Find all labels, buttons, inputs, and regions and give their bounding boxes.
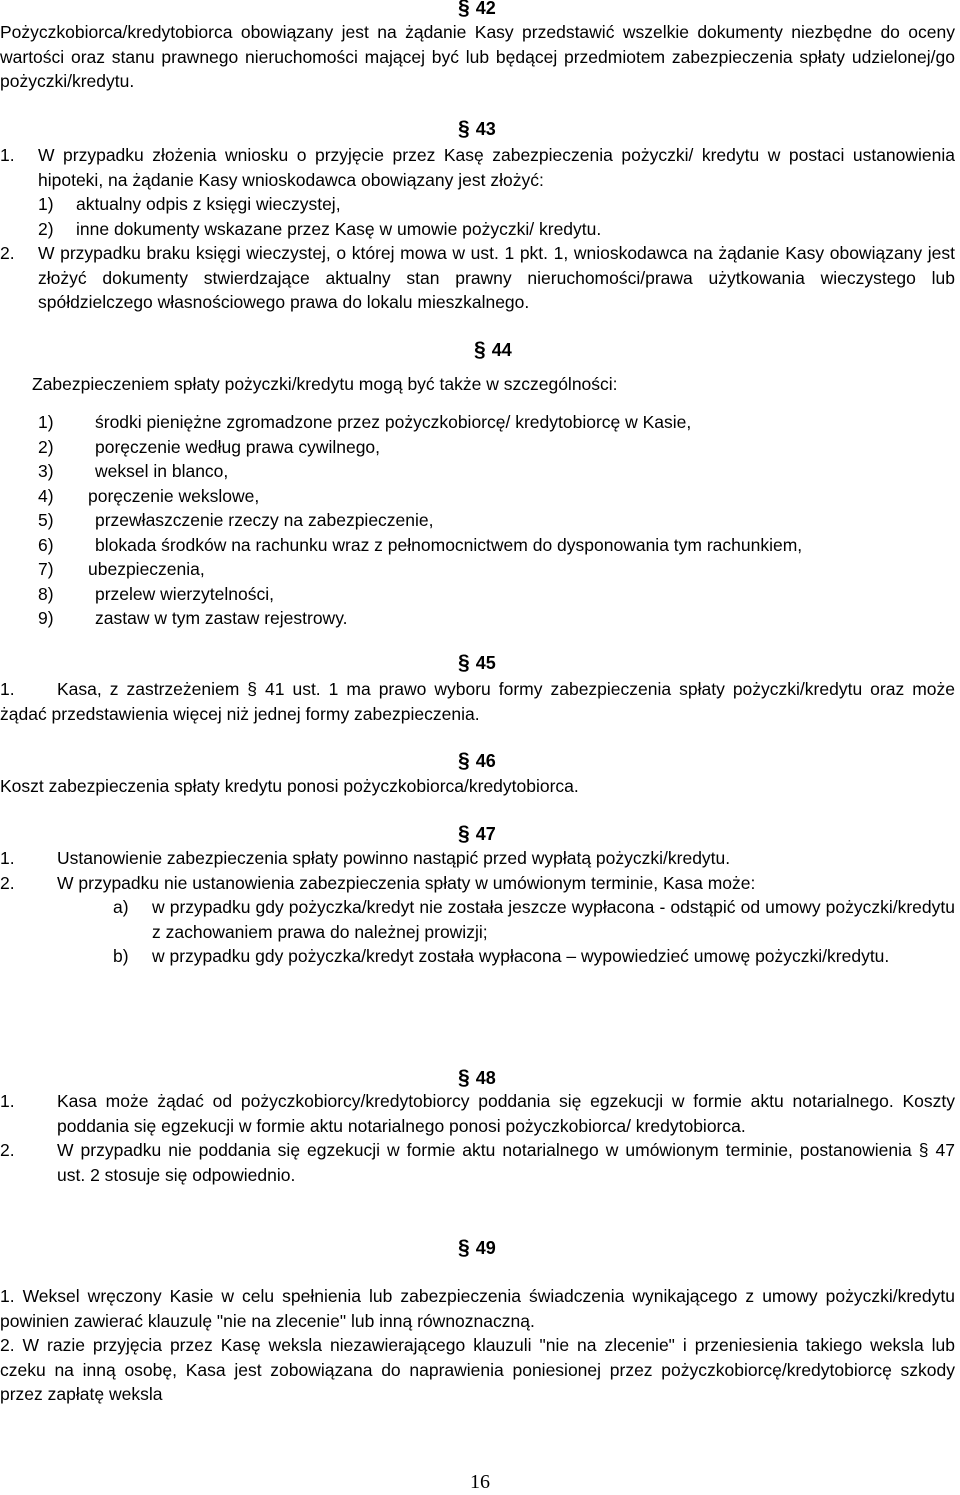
- paragraph: W przypadku złożenia wniosku o przyjęcie przez Kasę zabezpieczenia pożyczki/ kredytu w postaci ustanowienia hipoteki, na żądanie Kasy wnioskodawca obowiązany jest złożyć:: [38, 145, 955, 190]
- paragraph: Koszt zabezpieczenia spłaty kredytu ponosi pożyczkobiorca/kredytobiorca.: [0, 776, 579, 796]
- section-44-intro: [32, 372, 932, 397]
- list-item-text: środki pieniężne zgromadzone przez pożyczkobiorcę/ kredytobiorcę w Kasie,: [95, 412, 692, 432]
- list-item: [38, 557, 958, 582]
- paragraph: 1. Weksel wręczony Kasie w celu spełnienia lub zabezpieczenia świadczenia wynikającego z umowy pożyczki/kredytu powinien zawierać klauzulę "nie na zlecenie" lub inną równoznaczną.: [0, 1286, 955, 1331]
- section-symbol: §: [458, 0, 470, 19]
- paragraph: 2. W razie przyjęcia przez Kasę weksla niezawierającego klauzuli "nie na zlecenie" i przeniesienia takiego weksla lub czeku na inną osobę, Kasa jest zobowiązana do naprawienia poniesionej przez pożyczkobiorcę/kredytobiorcę szkody przez zapłatę weksla: [0, 1335, 955, 1404]
- numbered-paragraph: [0, 677, 955, 726]
- list-item-number: 1): [38, 412, 54, 432]
- list-item-text: poręczenie wekslowe,: [88, 485, 260, 506]
- section-heading-44: [474, 338, 512, 363]
- numbered-paragraph: [0, 143, 955, 192]
- list-item: [38, 508, 958, 533]
- list-item: [38, 459, 958, 484]
- list-item-number: b): [113, 946, 129, 966]
- section-number: 46: [475, 751, 496, 771]
- section-number: 48: [475, 1068, 496, 1088]
- section-symbol: §: [458, 1236, 470, 1259]
- list-item-number: 8): [38, 583, 54, 604]
- page-number: 16: [470, 1471, 490, 1493]
- section-heading-43: [458, 117, 496, 142]
- section-symbol: §: [458, 651, 470, 674]
- list-item-text: zastaw w tym zastaw rejestrowy.: [95, 608, 348, 628]
- paragraph: Ustanowienie zabezpieczenia spłaty powinno nastąpić przed wypłatą pożyczki/kredytu.: [57, 848, 731, 868]
- paragraph: Zabezpieczeniem spłaty pożyczki/kredytu mogą być także w szczególności:: [32, 374, 618, 394]
- section-number: 45: [475, 653, 496, 673]
- section-heading-49: [458, 1236, 496, 1261]
- numbered-paragraph: [0, 846, 955, 871]
- section-number: 43: [475, 119, 496, 139]
- list-item-number: 2): [38, 218, 54, 239]
- paragraph-number: 1.: [0, 848, 15, 868]
- list-item: [38, 410, 958, 435]
- paragraph-number: 2.: [0, 243, 15, 263]
- list-item-text: ubezpieczenia,: [88, 559, 205, 579]
- paragraph-number: 1.: [0, 679, 15, 699]
- list-item-text: aktualny odpis z księgi wieczystej,: [76, 194, 341, 214]
- section-heading-47: [458, 822, 496, 847]
- paragraph: Kasa może żądać od pożyczkobiorcy/kredytobiorcy poddania się egzekucji w formie aktu notarialnego. Koszty poddania się egzekucji w formie aktu notarialnego ponosi pożyczkobiorca/ kredytobiorca.: [57, 1091, 955, 1136]
- list-item-text: blokada środków na rachunku wraz z pełnomocnictwem do dysponowania tym rachunkiem,: [95, 534, 803, 555]
- list-item: [38, 192, 955, 217]
- paragraph-number: 2.: [0, 872, 15, 893]
- list-item-text: przewłaszczenie rzeczy na zabezpieczenie,: [95, 510, 434, 530]
- paragraph-number: 2.: [0, 1140, 15, 1160]
- list-item: [38, 484, 958, 509]
- list-item-text: inne dokumenty wskazane przez Kasę w umowie pożyczki/ kredytu.: [76, 218, 602, 239]
- numbered-paragraph: [0, 1089, 955, 1138]
- paragraph: W przypadku nie ustanowienia zabezpieczenia spłaty w umówionym terminie, Kasa może:: [57, 872, 756, 893]
- section-symbol: §: [458, 117, 470, 140]
- section-45-body: [0, 677, 955, 726]
- list-item: [113, 944, 955, 969]
- section-number: 42: [475, 0, 496, 18]
- list-item-number: 6): [38, 534, 54, 555]
- section-heading-45: [458, 651, 496, 676]
- list-item: [113, 895, 955, 944]
- section-number: 44: [491, 340, 512, 360]
- list-item-number: 2): [38, 436, 54, 457]
- section-heading-48: [458, 1066, 496, 1091]
- list-item-number: 7): [38, 559, 54, 579]
- section-heading-46: [458, 749, 496, 774]
- list-item-number: a): [113, 897, 129, 917]
- section-number: 49: [475, 1238, 496, 1258]
- paragraph: Pożyczkobiorca/kredytobiorca obowiązany jest na żądanie Kasy przedstawić wszelkie dokumenty niezbędne do oceny wartości oraz stanu prawnego nieruchomości mającej być lub będącej przedmiotem zabezpieczenia spłaty udzielonej/go pożyczki/kredytu.: [0, 22, 955, 91]
- list-item: [38, 217, 955, 242]
- list-item-text: w przypadku gdy pożyczka/kredyt nie została jeszcze wypłacona - odstąpić od umowy pożyczki/kredytu z zachowaniem prawa do należnej prowizji;: [152, 897, 955, 942]
- section-49-body: [0, 1284, 955, 1407]
- section-symbol: §: [458, 822, 470, 845]
- section-symbol: §: [458, 1066, 470, 1089]
- section-symbol: §: [458, 749, 470, 772]
- paragraph: W przypadku nie poddania się egzekucji w formie aktu notarialnego w umówionym terminie, postanowienia § 47 ust. 2 stosuje się odpowiednio.: [57, 1140, 955, 1185]
- section-heading-42: [458, 0, 496, 21]
- section-42-body: [0, 20, 955, 94]
- numbered-paragraph: [0, 1138, 955, 1187]
- paragraph-number: 1.: [0, 145, 15, 165]
- paragraph: W przypadku braku księgi wieczystej, o której mowa w ust. 1 pkt. 1, wnioskodawca na żądanie Kasy obowiązany jest złożyć dokumenty stwierdzające aktualny stan prawny nieruchomości/prawa użytkowania wieczystego lub spółdzielczego własnościowego prawa do lokalu mieszkalnego.: [38, 243, 955, 312]
- section-43-body: [0, 143, 955, 315]
- paragraph-number: 1.: [0, 1091, 15, 1111]
- section-44-list: [38, 410, 958, 631]
- list-item-number: 9): [38, 608, 54, 628]
- list-item-number: 4): [38, 485, 54, 506]
- list-item-text: poręczenie według prawa cywilnego,: [95, 436, 381, 457]
- section-symbol: §: [474, 338, 486, 361]
- list: [0, 895, 955, 969]
- section-48-body: [0, 1089, 955, 1187]
- list-item-number: 3): [38, 461, 54, 481]
- list-item-text: weksel in blanco,: [95, 461, 229, 481]
- list-item-text: w przypadku gdy pożyczka/kredyt została wypłacona – wypowiedzieć umowę pożyczki/kredytu.: [152, 946, 890, 966]
- section-46-body: [0, 774, 955, 799]
- list: [0, 192, 955, 241]
- list-item: [38, 435, 958, 460]
- numbered-paragraph: [0, 871, 955, 896]
- list-item-number: 1): [38, 194, 54, 214]
- list-item-text: przelew wierzytelności,: [95, 583, 274, 604]
- list-item: [38, 533, 958, 558]
- section-47-body: [0, 846, 955, 969]
- numbered-paragraph: [0, 241, 955, 315]
- section-number: 47: [475, 824, 496, 844]
- list-item: [38, 606, 958, 631]
- paragraph: Kasa, z zastrzeżeniem § 41 ust. 1 ma prawo wyboru formy zabezpieczenia spłaty pożyczki/kredytu oraz może żądać przedstawienia więcej niż jednej formy zabezpieczenia.: [0, 679, 955, 724]
- list-item: [38, 582, 958, 607]
- list-item-number: 5): [38, 510, 54, 530]
